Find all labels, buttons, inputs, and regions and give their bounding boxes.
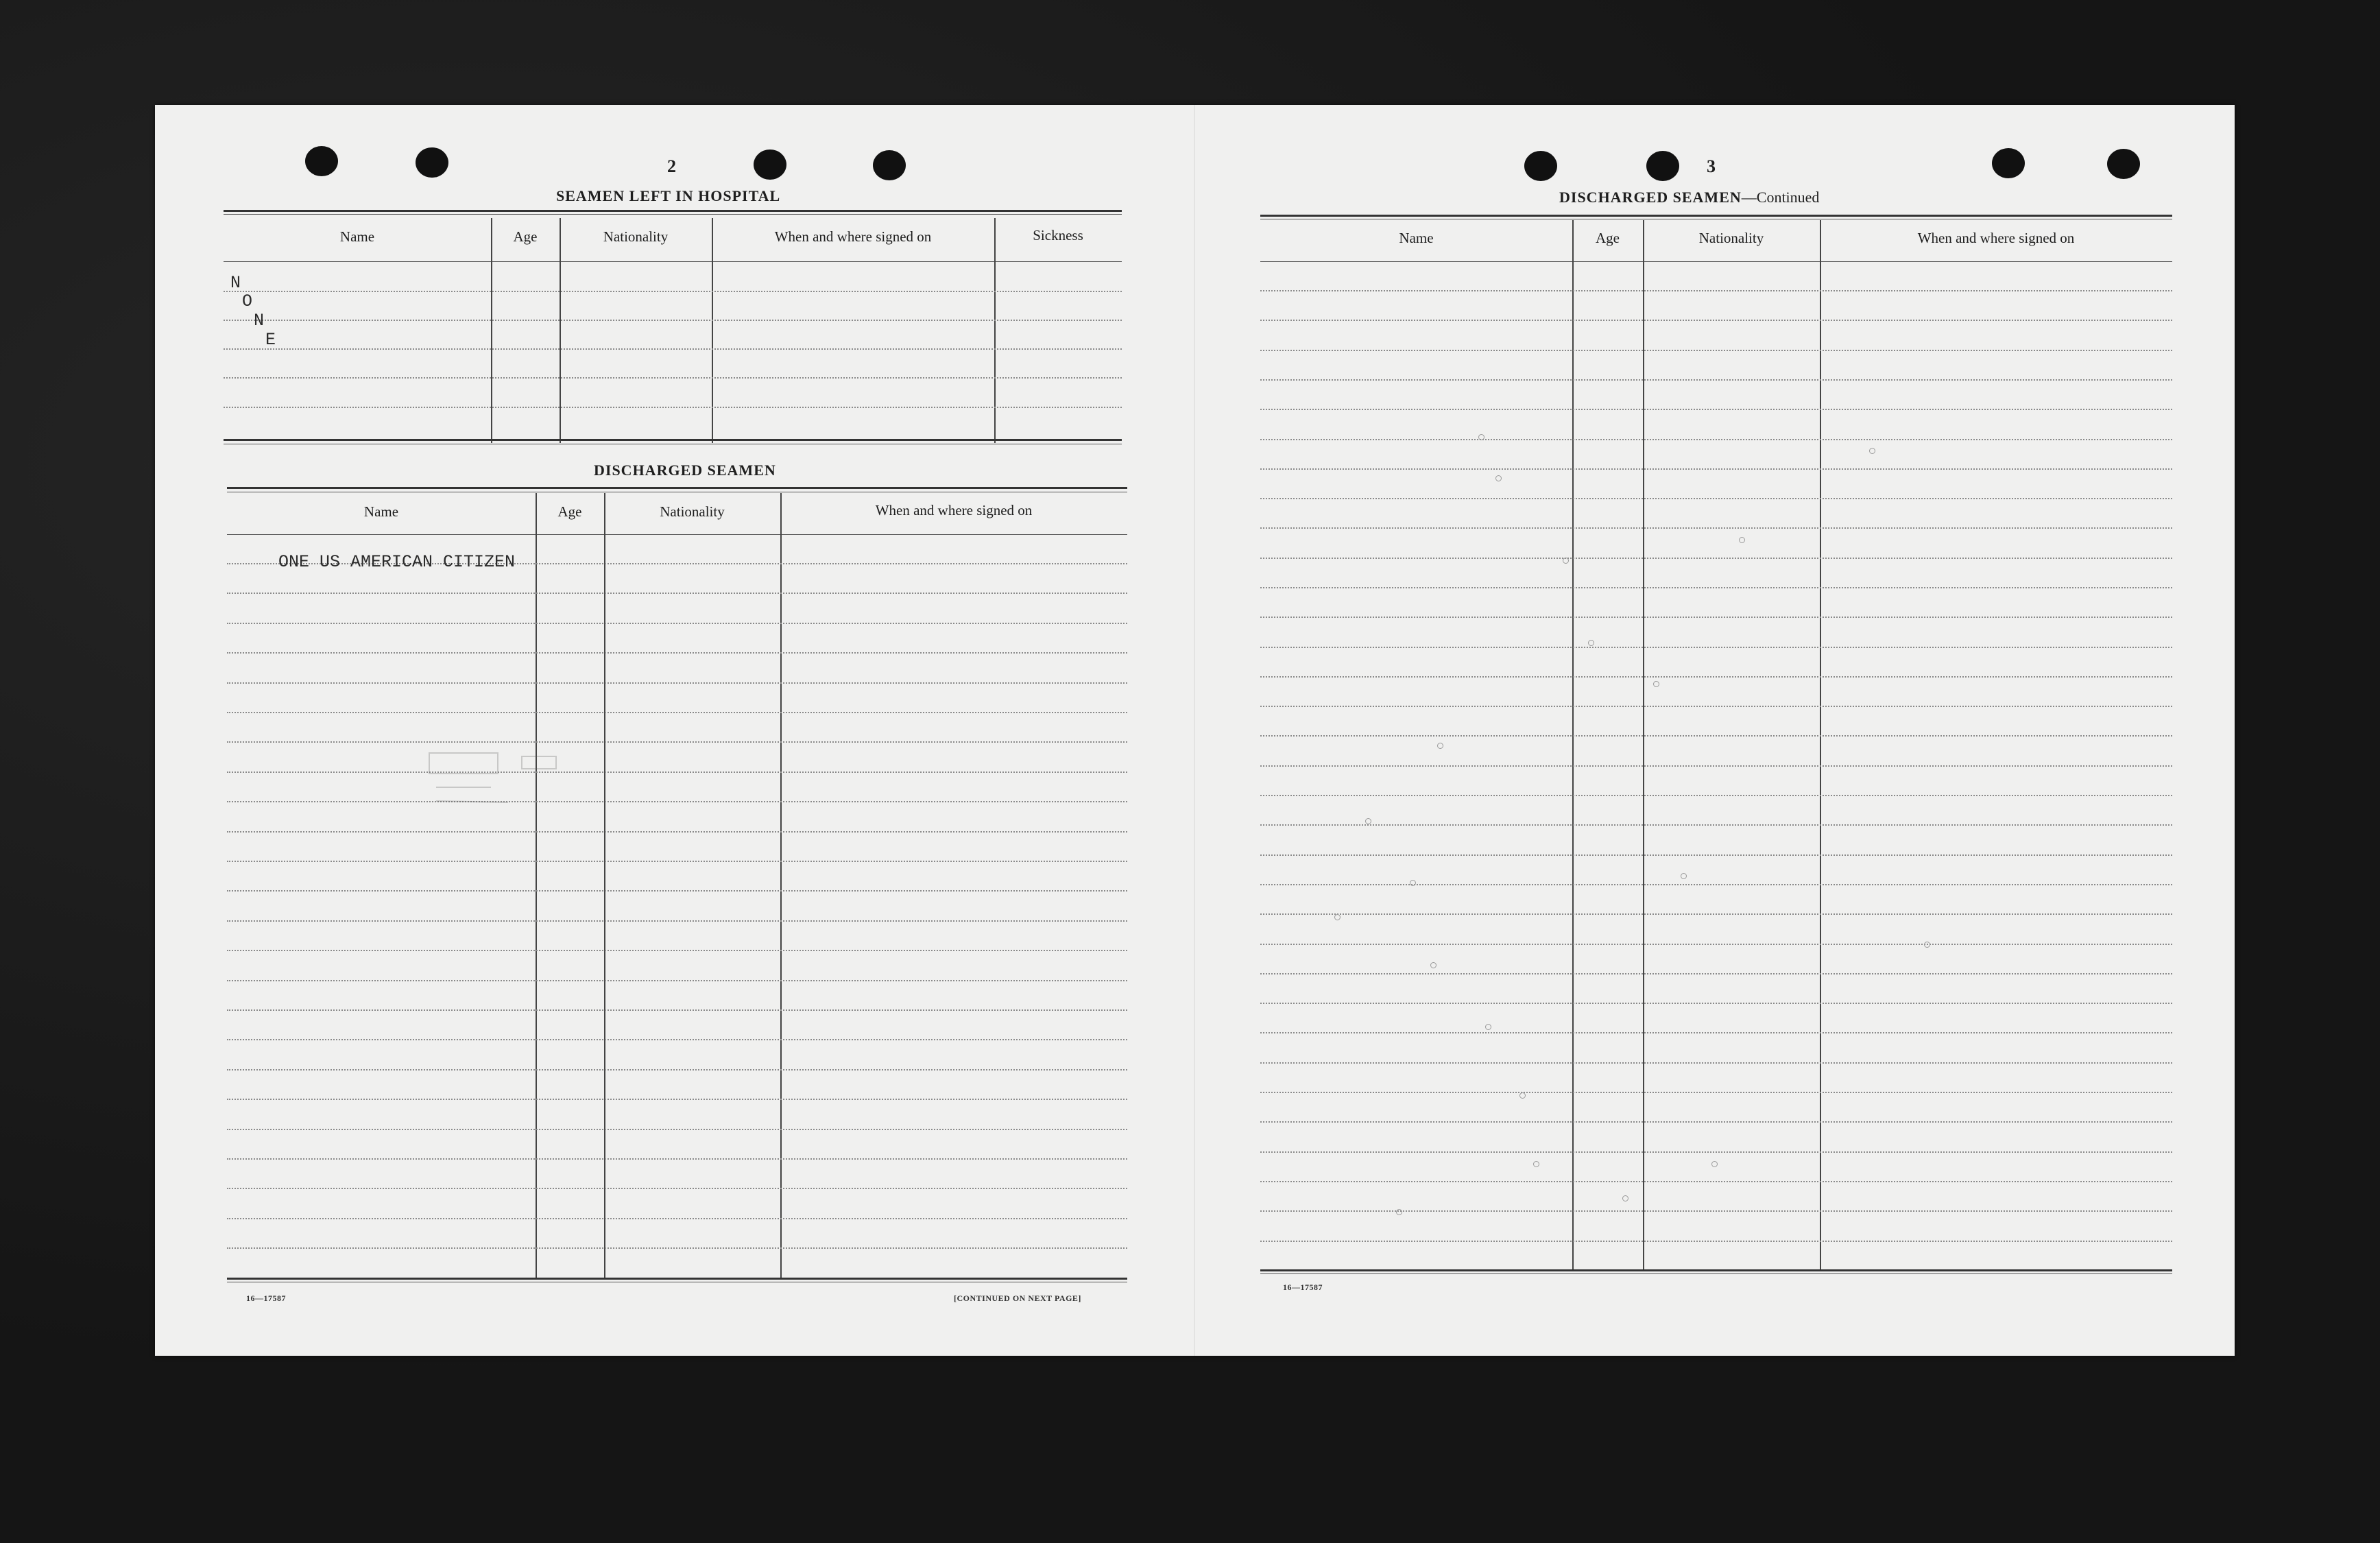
row-line xyxy=(1260,647,2172,648)
row-line xyxy=(1260,439,2172,440)
hospital-header-rule xyxy=(224,261,1122,262)
row-line xyxy=(1260,587,2172,588)
row-line xyxy=(227,593,1127,594)
right-col-signed-on: When and where signed on xyxy=(1917,230,2075,246)
row-line xyxy=(227,623,1127,624)
discharged-header-rule xyxy=(227,534,1127,535)
discharged-top-rule xyxy=(227,487,1127,489)
row-line xyxy=(227,712,1127,713)
paper-speck xyxy=(1622,1195,1628,1201)
row-line xyxy=(1260,350,2172,351)
row-line xyxy=(1260,1003,2172,1004)
right-col-name: Name xyxy=(1399,230,1434,246)
hospital-row-line xyxy=(224,407,1122,408)
discharged-col-nationality: Nationality xyxy=(660,503,725,520)
row-line xyxy=(1260,913,2172,915)
row-line xyxy=(1260,765,2172,767)
row-line xyxy=(227,801,1127,802)
row-line xyxy=(227,1069,1127,1070)
hospital-section-title: SEAMEN LEFT IN HOSPITAL xyxy=(556,187,781,204)
right-col-divider xyxy=(1820,220,1821,1269)
hospital-col-age: Age xyxy=(513,228,538,245)
row-line xyxy=(1260,468,2172,470)
hospital-col-divider xyxy=(994,218,996,443)
paper-speck xyxy=(1588,640,1594,646)
page-number: 2 xyxy=(667,156,676,176)
row-line xyxy=(1260,558,2172,559)
paper-speck xyxy=(1485,1024,1491,1030)
row-line xyxy=(227,1099,1127,1100)
row-line xyxy=(1260,735,2172,737)
row-line xyxy=(1260,498,2172,499)
hospital-col-signed-on: When and where signed on xyxy=(774,228,932,245)
row-line xyxy=(1260,1181,2172,1182)
paper-speck xyxy=(1869,448,1875,454)
hospital-top-rule xyxy=(224,210,1122,212)
hospital-bottom-rule xyxy=(224,439,1122,441)
right-bottom-rule xyxy=(1260,1269,2172,1271)
row-line xyxy=(1260,944,2172,945)
row-line xyxy=(1260,676,2172,678)
row-line xyxy=(227,950,1127,951)
hospital-col-name: Name xyxy=(339,228,375,245)
paper-speck xyxy=(1519,1092,1526,1099)
discharged-bottom-rule xyxy=(227,1278,1127,1280)
page-fold xyxy=(1194,105,1195,1356)
punch-hole xyxy=(873,150,906,180)
right-col-divider xyxy=(1643,220,1644,1269)
row-line xyxy=(227,1247,1127,1249)
punch-hole xyxy=(2107,149,2140,179)
row-line xyxy=(1260,290,2172,291)
discharged-col-divider xyxy=(780,493,782,1278)
row-line xyxy=(227,1158,1127,1160)
row-line xyxy=(227,1009,1127,1011)
discharged-col-signed-on: When and where signed on xyxy=(875,502,1033,518)
hospital-entry-letter: E xyxy=(265,330,276,350)
hospital-col-divider xyxy=(491,218,492,443)
discharged-section-title: DISCHARGED SEAMEN xyxy=(594,462,776,479)
paper-speck xyxy=(1711,1161,1718,1167)
row-line xyxy=(227,682,1127,684)
punch-hole xyxy=(754,149,786,180)
row-line xyxy=(227,861,1127,862)
row-line xyxy=(227,920,1127,922)
paper-speck xyxy=(1533,1161,1539,1167)
row-line xyxy=(227,772,1127,773)
row-line xyxy=(1260,706,2172,707)
paper-speck xyxy=(1365,818,1371,824)
discharged-col-age: Age xyxy=(557,503,582,520)
paper-speck xyxy=(1430,962,1437,968)
right-top-rule xyxy=(1260,215,2172,217)
right-col-age: Age xyxy=(1596,230,1620,246)
row-line xyxy=(227,1218,1127,1219)
hospital-col-sickness: Sickness xyxy=(1033,227,1083,243)
hospital-row-line xyxy=(224,377,1122,379)
paper-speck xyxy=(1681,873,1687,879)
paper-speck xyxy=(1653,681,1659,687)
row-line xyxy=(227,831,1127,833)
document-spread xyxy=(155,105,2235,1356)
row-line xyxy=(227,890,1127,892)
paper-speck xyxy=(1396,1209,1402,1215)
row-line xyxy=(1260,1032,2172,1033)
row-line xyxy=(1260,409,2172,410)
hospital-col-divider xyxy=(712,218,713,443)
paper-speck xyxy=(1924,942,1930,948)
right-col-nationality: Nationality xyxy=(1698,230,1764,246)
row-line xyxy=(1260,1121,2172,1123)
hospital-top-rule-inner xyxy=(224,214,1122,215)
hospital-row-line xyxy=(224,291,1122,292)
discharged-col-name: Name xyxy=(363,503,399,520)
row-line xyxy=(1260,379,2172,381)
row-line xyxy=(1260,884,2172,885)
faded-stamp xyxy=(426,746,563,828)
discharged-col-divider xyxy=(604,493,605,1278)
punch-hole xyxy=(416,147,448,178)
discharged-continued-title-main: DISCHARGED SEAMEN xyxy=(1559,189,1742,206)
right-bottom-rule-inner xyxy=(1260,1273,2172,1274)
right-header-rule xyxy=(1260,261,2172,262)
row-line xyxy=(227,980,1127,981)
row-line xyxy=(227,1039,1127,1040)
discharged-entry: ONE US AMERICAN CITIZEN xyxy=(278,552,516,572)
row-line xyxy=(1260,795,2172,796)
row-line xyxy=(227,652,1127,654)
row-line xyxy=(1260,1151,2172,1153)
paper-speck xyxy=(1563,558,1569,564)
hospital-row-line xyxy=(224,320,1122,321)
row-line xyxy=(1260,617,2172,618)
row-line xyxy=(1260,1241,2172,1242)
punch-hole xyxy=(1524,151,1557,181)
form-number: 16—17587 xyxy=(1283,1282,1323,1292)
row-line xyxy=(227,1188,1127,1189)
discharged-continued-title-cont: —Continued xyxy=(1741,189,1820,206)
row-line xyxy=(1260,973,2172,974)
row-line xyxy=(1260,1062,2172,1064)
hospital-entry-letter: N xyxy=(230,273,241,293)
row-line xyxy=(1260,854,2172,856)
discharged-col-divider xyxy=(536,493,537,1278)
form-number: 16—17587 xyxy=(246,1293,286,1303)
continued-note: [CONTINUED ON NEXT PAGE] xyxy=(954,1293,1081,1303)
hospital-entry-letter: O xyxy=(242,291,253,311)
row-line xyxy=(1260,824,2172,826)
right-col-divider xyxy=(1572,220,1574,1269)
paper-speck xyxy=(1437,743,1443,749)
hospital-col-divider xyxy=(560,218,561,443)
hospital-row-line xyxy=(224,348,1122,350)
paper-speck xyxy=(1334,914,1341,920)
page-number: 3 xyxy=(1707,156,1716,176)
punch-hole xyxy=(1646,151,1679,181)
row-line xyxy=(1260,1092,2172,1093)
row-line xyxy=(227,741,1127,743)
hospital-col-nationality: Nationality xyxy=(603,228,669,245)
row-line xyxy=(1260,527,2172,529)
punch-hole xyxy=(305,146,338,176)
row-line xyxy=(227,1129,1127,1130)
punch-hole xyxy=(1992,148,2025,178)
paper-speck xyxy=(1495,475,1502,481)
paper-speck xyxy=(1478,434,1485,440)
paper-speck xyxy=(1739,537,1745,543)
discharged-continued-title xyxy=(1559,189,1819,206)
paper-speck xyxy=(1410,880,1416,886)
row-line xyxy=(1260,320,2172,321)
hospital-entry-letter: N xyxy=(254,311,265,331)
